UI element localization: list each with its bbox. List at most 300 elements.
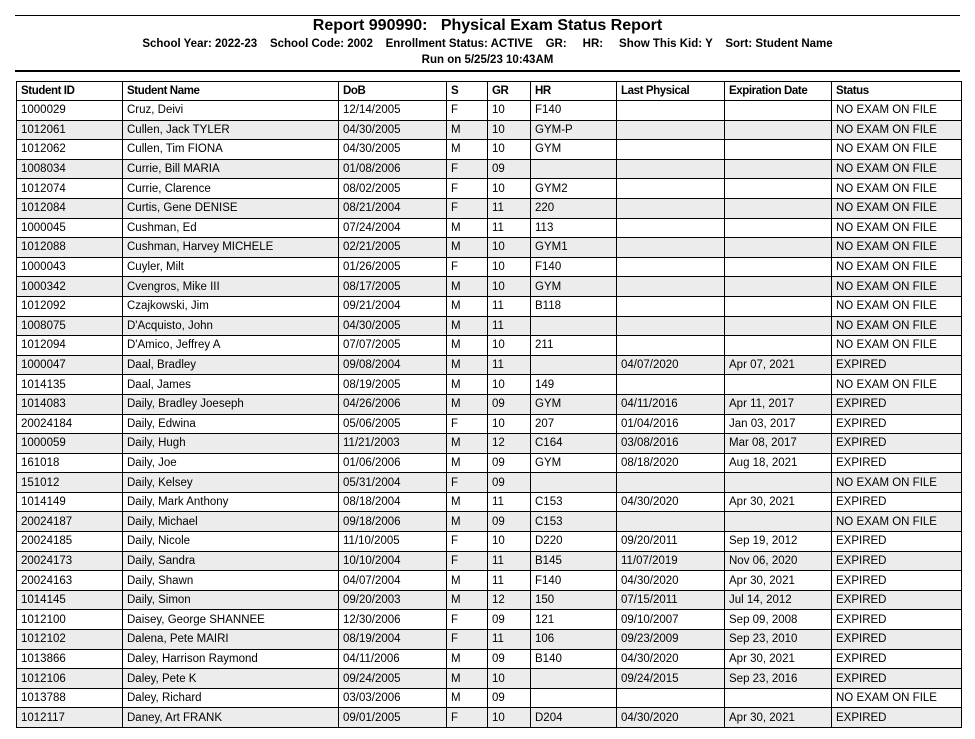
col-dob-cell: 08/19/2005 xyxy=(339,375,447,395)
col-homeroom-cell: D204 xyxy=(531,708,617,728)
col-status-cell: EXPIRED xyxy=(832,532,962,552)
col-last-physical-cell: 04/30/2020 xyxy=(617,649,725,669)
table-row xyxy=(17,414,962,434)
table-row xyxy=(17,688,962,708)
col-dob-cell: 04/26/2006 xyxy=(339,394,447,414)
top-rule xyxy=(15,15,960,16)
col-dob-cell: 12/30/2006 xyxy=(339,610,447,630)
col-status-header: Status xyxy=(832,82,962,101)
col-last-physical-cell xyxy=(617,336,725,356)
col-student-name-cell: Cuyler, Milt xyxy=(123,257,339,277)
col-status-cell: NO EXAM ON FILE xyxy=(832,140,962,160)
col-student-name-cell: Cushman, Harvey MICHELE xyxy=(123,238,339,258)
col-grade-cell: 10 xyxy=(488,257,531,277)
col-student-id-cell: 1000047 xyxy=(17,355,123,375)
table-row xyxy=(17,140,962,160)
col-expiration-date-cell xyxy=(725,257,832,277)
table-row xyxy=(17,512,962,532)
col-sex-cell: F xyxy=(447,708,488,728)
col-homeroom-cell: 207 xyxy=(531,414,617,434)
col-homeroom-cell: 113 xyxy=(531,218,617,238)
col-expiration-date-cell: Apr 30, 2021 xyxy=(725,571,832,591)
table-row xyxy=(17,179,962,199)
table-row xyxy=(17,610,962,630)
col-student-name-cell: Daily, Bradley Joeseph xyxy=(123,394,339,414)
table-row xyxy=(17,257,962,277)
col-homeroom-cell: 150 xyxy=(531,590,617,610)
col-status-cell: NO EXAM ON FILE xyxy=(832,238,962,258)
col-last-physical-cell xyxy=(617,257,725,277)
col-expiration-date-cell xyxy=(725,473,832,493)
col-student-id-cell: 1012100 xyxy=(17,610,123,630)
col-student-name-cell: Curtis, Gene DENISE xyxy=(123,198,339,218)
col-homeroom-cell: D220 xyxy=(531,532,617,552)
col-dob-cell: 01/26/2005 xyxy=(339,257,447,277)
col-sex-cell: M xyxy=(447,492,488,512)
col-student-id-cell: 1000043 xyxy=(17,257,123,277)
col-status-cell: NO EXAM ON FILE xyxy=(832,101,962,121)
col-status-cell: NO EXAM ON FILE xyxy=(832,277,962,297)
col-student-id-cell: 1012092 xyxy=(17,296,123,316)
col-dob-cell: 04/30/2005 xyxy=(339,140,447,160)
col-expiration-date-cell: Apr 30, 2021 xyxy=(725,649,832,669)
col-last-physical-cell: 09/10/2007 xyxy=(617,610,725,630)
col-student-name-cell: Daley, Harrison Raymond xyxy=(123,649,339,669)
col-expiration-date-cell: Apr 07, 2021 xyxy=(725,355,832,375)
col-expiration-date-cell xyxy=(725,159,832,179)
col-student-name-cell: Daily, Edwina xyxy=(123,414,339,434)
table-row xyxy=(17,375,962,395)
col-dob-cell: 09/24/2005 xyxy=(339,669,447,689)
header-row xyxy=(17,82,962,101)
col-expiration-date-cell: Apr 30, 2021 xyxy=(725,492,832,512)
col-expiration-date-cell xyxy=(725,375,832,395)
table-row xyxy=(17,101,962,121)
col-student-name-cell: Cushman, Ed xyxy=(123,218,339,238)
col-status-cell: EXPIRED xyxy=(832,355,962,375)
col-grade-cell: 09 xyxy=(488,453,531,473)
table-row xyxy=(17,590,962,610)
col-grade-cell: 10 xyxy=(488,375,531,395)
table-row xyxy=(17,198,962,218)
col-student-name-cell: Daily, Simon xyxy=(123,590,339,610)
col-grade-cell: 11 xyxy=(488,355,531,375)
col-dob-header: DoB xyxy=(339,82,447,101)
col-status-cell: EXPIRED xyxy=(832,571,962,591)
col-student-id-cell: 1012062 xyxy=(17,140,123,160)
col-grade-cell: 10 xyxy=(488,140,531,160)
col-homeroom-cell: B118 xyxy=(531,296,617,316)
col-expiration-date-cell xyxy=(725,198,832,218)
col-student-id-cell: 1000029 xyxy=(17,101,123,121)
col-status-cell: EXPIRED xyxy=(832,630,962,650)
col-last-physical-cell xyxy=(617,120,725,140)
col-homeroom-cell: 220 xyxy=(531,198,617,218)
col-expiration-date-cell xyxy=(725,179,832,199)
col-sex-cell: F xyxy=(447,473,488,493)
col-expiration-date-cell: Jan 03, 2017 xyxy=(725,414,832,434)
col-grade-cell: 11 xyxy=(488,492,531,512)
col-student-id-cell: 1014083 xyxy=(17,394,123,414)
table-row xyxy=(17,708,962,728)
col-last-physical-cell xyxy=(617,198,725,218)
col-status-cell: NO EXAM ON FILE xyxy=(832,316,962,336)
col-grade-header: GR xyxy=(488,82,531,101)
col-expiration-date-cell xyxy=(725,688,832,708)
col-sex-cell: M xyxy=(447,140,488,160)
col-sex-cell: M xyxy=(447,238,488,258)
col-student-id-cell: 1012061 xyxy=(17,120,123,140)
col-dob-cell: 11/21/2003 xyxy=(339,434,447,454)
col-sex-cell: F xyxy=(447,179,488,199)
table-row xyxy=(17,434,962,454)
col-grade-cell: 10 xyxy=(488,179,531,199)
table-row xyxy=(17,649,962,669)
col-expiration-date-cell xyxy=(725,218,832,238)
col-last-physical-cell: 07/15/2011 xyxy=(617,590,725,610)
col-student-name-cell: Daily, Hugh xyxy=(123,434,339,454)
col-expiration-date-cell xyxy=(725,120,832,140)
col-grade-cell: 11 xyxy=(488,630,531,650)
col-student-name-cell: Dalena, Pete MAIRI xyxy=(123,630,339,650)
col-student-id-cell: 161018 xyxy=(17,453,123,473)
col-homeroom-cell: 121 xyxy=(531,610,617,630)
col-last-physical-cell xyxy=(617,140,725,160)
col-last-physical-cell xyxy=(617,159,725,179)
col-grade-cell: 11 xyxy=(488,551,531,571)
col-grade-cell: 10 xyxy=(488,120,531,140)
col-expiration-date-header: Expiration Date xyxy=(725,82,832,101)
col-expiration-date-cell: Sep 09, 2008 xyxy=(725,610,832,630)
col-student-id-cell: 1000045 xyxy=(17,218,123,238)
col-expiration-date-cell xyxy=(725,101,832,121)
col-dob-cell: 04/30/2005 xyxy=(339,316,447,336)
col-expiration-date-cell: Jul 14, 2012 xyxy=(725,590,832,610)
col-expiration-date-cell xyxy=(725,277,832,297)
col-status-cell: NO EXAM ON FILE xyxy=(832,218,962,238)
col-status-cell: NO EXAM ON FILE xyxy=(832,375,962,395)
col-grade-cell: 11 xyxy=(488,571,531,591)
col-homeroom-cell: 149 xyxy=(531,375,617,395)
col-grade-cell: 11 xyxy=(488,296,531,316)
col-grade-cell: 10 xyxy=(488,669,531,689)
col-expiration-date-cell xyxy=(725,140,832,160)
table-row xyxy=(17,394,962,414)
col-dob-cell: 10/10/2004 xyxy=(339,551,447,571)
col-expiration-date-cell: Apr 11, 2017 xyxy=(725,394,832,414)
col-last-physical-cell xyxy=(617,238,725,258)
col-dob-cell: 04/07/2004 xyxy=(339,571,447,591)
table-row xyxy=(17,532,962,552)
col-status-cell: EXPIRED xyxy=(832,453,962,473)
col-student-id-cell: 20024187 xyxy=(17,512,123,532)
exam-status-table xyxy=(16,81,962,728)
col-grade-cell: 10 xyxy=(488,101,531,121)
table-row xyxy=(17,296,962,316)
table-row xyxy=(17,473,962,493)
report-parameters: School Year: 2022-23 School Code: 2002 Enrollment Status: ACTIVE GR: HR: Show This Kid: Y Sort: Student Name xyxy=(142,38,833,50)
col-grade-cell: 10 xyxy=(488,708,531,728)
col-grade-cell: 09 xyxy=(488,649,531,669)
col-student-name-cell: Daal, James xyxy=(123,375,339,395)
col-student-id-cell: 1008075 xyxy=(17,316,123,336)
col-student-name-cell: Currie, Clarence xyxy=(123,179,339,199)
col-sex-cell: M xyxy=(447,316,488,336)
col-student-id-cell: 151012 xyxy=(17,473,123,493)
col-dob-cell: 08/02/2005 xyxy=(339,179,447,199)
col-homeroom-cell: C164 xyxy=(531,434,617,454)
col-grade-cell: 09 xyxy=(488,610,531,630)
col-grade-cell: 11 xyxy=(488,198,531,218)
col-dob-cell: 07/07/2005 xyxy=(339,336,447,356)
col-student-name-cell: Daney, Art FRANK xyxy=(123,708,339,728)
col-status-cell: NO EXAM ON FILE xyxy=(832,257,962,277)
col-student-id-cell: 1014145 xyxy=(17,590,123,610)
col-status-cell: NO EXAM ON FILE xyxy=(832,473,962,493)
col-student-id-cell: 1013788 xyxy=(17,688,123,708)
col-student-id-cell: 20024163 xyxy=(17,571,123,591)
col-last-physical-cell xyxy=(617,179,725,199)
table-row xyxy=(17,453,962,473)
col-dob-cell: 09/08/2004 xyxy=(339,355,447,375)
col-homeroom-cell xyxy=(531,355,617,375)
col-homeroom-cell: F140 xyxy=(531,257,617,277)
col-last-physical-cell xyxy=(617,277,725,297)
col-expiration-date-cell: Mar 08, 2017 xyxy=(725,434,832,454)
col-student-name-cell: Daily, Kelsey xyxy=(123,473,339,493)
col-last-physical-cell: 09/20/2011 xyxy=(617,532,725,552)
col-status-cell: NO EXAM ON FILE xyxy=(832,120,962,140)
col-dob-cell: 04/30/2005 xyxy=(339,120,447,140)
col-dob-cell: 05/31/2004 xyxy=(339,473,447,493)
col-last-physical-cell: 11/07/2019 xyxy=(617,551,725,571)
col-expiration-date-cell: Sep 19, 2012 xyxy=(725,532,832,552)
col-sex-cell: M xyxy=(447,571,488,591)
col-grade-cell: 10 xyxy=(488,238,531,258)
col-last-physical-cell xyxy=(617,218,725,238)
col-homeroom-cell: B145 xyxy=(531,551,617,571)
col-dob-cell: 09/01/2005 xyxy=(339,708,447,728)
col-dob-cell: 11/10/2005 xyxy=(339,532,447,552)
col-status-cell: EXPIRED xyxy=(832,590,962,610)
col-status-cell: EXPIRED xyxy=(832,669,962,689)
col-last-physical-header: Last Physical xyxy=(617,82,725,101)
col-homeroom-cell xyxy=(531,159,617,179)
col-student-id-cell: 1014149 xyxy=(17,492,123,512)
col-last-physical-cell xyxy=(617,316,725,336)
table-row xyxy=(17,218,962,238)
col-grade-cell: 09 xyxy=(488,159,531,179)
col-dob-cell: 09/20/2003 xyxy=(339,590,447,610)
col-sex-cell: M xyxy=(447,512,488,532)
col-status-cell: NO EXAM ON FILE xyxy=(832,179,962,199)
col-dob-cell: 01/08/2006 xyxy=(339,159,447,179)
col-student-id-cell: 20024173 xyxy=(17,551,123,571)
col-sex-cell: M xyxy=(447,277,488,297)
col-status-cell: EXPIRED xyxy=(832,492,962,512)
col-homeroom-cell: B140 xyxy=(531,649,617,669)
col-dob-cell: 02/21/2005 xyxy=(339,238,447,258)
col-status-cell: EXPIRED xyxy=(832,649,962,669)
col-student-id-cell: 1012102 xyxy=(17,630,123,650)
col-student-name-header: Student Name xyxy=(123,82,339,101)
col-homeroom-cell: GYM xyxy=(531,140,617,160)
col-grade-cell: 10 xyxy=(488,414,531,434)
col-sex-cell: F xyxy=(447,630,488,650)
col-student-name-cell: Daily, Joe xyxy=(123,453,339,473)
col-dob-cell: 01/06/2006 xyxy=(339,453,447,473)
col-last-physical-cell xyxy=(617,375,725,395)
col-student-id-cell: 1000059 xyxy=(17,434,123,454)
col-homeroom-cell: GYM xyxy=(531,394,617,414)
col-last-physical-cell: 03/08/2016 xyxy=(617,434,725,454)
col-status-cell: NO EXAM ON FILE xyxy=(832,688,962,708)
col-sex-cell: F xyxy=(447,551,488,571)
col-dob-cell: 07/24/2004 xyxy=(339,218,447,238)
col-homeroom-cell: 106 xyxy=(531,630,617,650)
col-grade-cell: 12 xyxy=(488,434,531,454)
col-sex-cell: M xyxy=(447,355,488,375)
col-homeroom-cell: GYM xyxy=(531,453,617,473)
col-homeroom-cell xyxy=(531,669,617,689)
col-student-name-cell: Daily, Shawn xyxy=(123,571,339,591)
col-expiration-date-cell xyxy=(725,296,832,316)
table-row xyxy=(17,336,962,356)
col-grade-cell: 11 xyxy=(488,316,531,336)
table-row xyxy=(17,669,962,689)
table-body xyxy=(17,101,962,728)
col-student-id-cell: 1012106 xyxy=(17,669,123,689)
col-student-name-cell: Currie, Bill MARIA xyxy=(123,159,339,179)
table-row xyxy=(17,316,962,336)
col-last-physical-cell: 09/24/2015 xyxy=(617,669,725,689)
col-sex-cell: M xyxy=(447,669,488,689)
col-sex-header: S xyxy=(447,82,488,101)
col-student-id-cell: 20024184 xyxy=(17,414,123,434)
col-last-physical-cell: 01/04/2016 xyxy=(617,414,725,434)
col-homeroom-cell xyxy=(531,316,617,336)
col-student-name-cell: Daily, Michael xyxy=(123,512,339,532)
col-sex-cell: M xyxy=(447,375,488,395)
col-dob-cell: 09/18/2006 xyxy=(339,512,447,532)
col-sex-cell: F xyxy=(447,610,488,630)
col-student-name-cell: Daley, Pete K xyxy=(123,669,339,689)
col-status-cell: NO EXAM ON FILE xyxy=(832,296,962,316)
col-student-id-cell: 1008034 xyxy=(17,159,123,179)
col-last-physical-cell xyxy=(617,688,725,708)
col-student-name-cell: Cruz, Deivi xyxy=(123,101,339,121)
col-grade-cell: 12 xyxy=(488,590,531,610)
table-row xyxy=(17,159,962,179)
col-dob-cell: 08/17/2005 xyxy=(339,277,447,297)
col-dob-cell: 04/11/2006 xyxy=(339,649,447,669)
col-sex-cell: M xyxy=(447,120,488,140)
col-dob-cell: 05/06/2005 xyxy=(339,414,447,434)
col-expiration-date-cell xyxy=(725,238,832,258)
col-student-name-cell: D'Acquisto, John xyxy=(123,316,339,336)
col-sex-cell: M xyxy=(447,453,488,473)
col-student-name-cell: Daal, Bradley xyxy=(123,355,339,375)
col-last-physical-cell: 09/23/2009 xyxy=(617,630,725,650)
col-student-name-cell: Cullen, Jack TYLER xyxy=(123,120,339,140)
col-sex-cell: F xyxy=(447,101,488,121)
col-sex-cell: F xyxy=(447,198,488,218)
col-student-name-cell: D'Amico, Jeffrey A xyxy=(123,336,339,356)
col-homeroom-cell xyxy=(531,473,617,493)
col-expiration-date-cell: Sep 23, 2016 xyxy=(725,669,832,689)
table-row xyxy=(17,492,962,512)
col-sex-cell: F xyxy=(447,414,488,434)
table-row xyxy=(17,355,962,375)
col-last-physical-cell: 04/30/2020 xyxy=(617,708,725,728)
col-expiration-date-cell: Sep 23, 2010 xyxy=(725,630,832,650)
header-rule xyxy=(15,70,960,72)
col-student-id-cell: 1012084 xyxy=(17,198,123,218)
col-student-name-cell: Cvengros, Mike III xyxy=(123,277,339,297)
col-student-id-cell: 1012074 xyxy=(17,179,123,199)
col-grade-cell: 09 xyxy=(488,688,531,708)
col-status-cell: NO EXAM ON FILE xyxy=(832,198,962,218)
col-status-cell: EXPIRED xyxy=(832,394,962,414)
table-row xyxy=(17,120,962,140)
col-dob-cell: 08/18/2004 xyxy=(339,492,447,512)
col-status-cell: EXPIRED xyxy=(832,434,962,454)
col-status-cell: NO EXAM ON FILE xyxy=(832,159,962,179)
col-sex-cell: M xyxy=(447,336,488,356)
col-student-id-cell: 1013866 xyxy=(17,649,123,669)
col-sex-cell: M xyxy=(447,649,488,669)
run-timestamp: Run on 5/25/23 10:43AM xyxy=(421,54,554,66)
col-student-name-cell: Daily, Nicole xyxy=(123,532,339,552)
col-homeroom-cell: C153 xyxy=(531,492,617,512)
col-student-id-cell: 1000342 xyxy=(17,277,123,297)
col-sex-cell: F xyxy=(447,257,488,277)
col-sex-cell: M xyxy=(447,688,488,708)
col-expiration-date-cell xyxy=(725,512,832,532)
col-dob-cell: 03/03/2006 xyxy=(339,688,447,708)
col-last-physical-cell: 04/30/2020 xyxy=(617,571,725,591)
table-row xyxy=(17,630,962,650)
col-homeroom-cell: F140 xyxy=(531,571,617,591)
col-sex-cell: F xyxy=(447,159,488,179)
col-homeroom-cell: GYM2 xyxy=(531,179,617,199)
col-dob-cell: 08/19/2004 xyxy=(339,630,447,650)
col-dob-cell: 12/14/2005 xyxy=(339,101,447,121)
col-grade-cell: 09 xyxy=(488,394,531,414)
table-row xyxy=(17,238,962,258)
col-sex-cell: M xyxy=(447,394,488,414)
col-student-name-cell: Daily, Mark Anthony xyxy=(123,492,339,512)
col-expiration-date-cell xyxy=(725,336,832,356)
col-expiration-date-cell xyxy=(725,316,832,336)
col-last-physical-cell: 04/11/2016 xyxy=(617,394,725,414)
col-sex-cell: M xyxy=(447,218,488,238)
col-homeroom-cell: GYM-P xyxy=(531,120,617,140)
col-last-physical-cell xyxy=(617,101,725,121)
col-student-id-cell: 1012117 xyxy=(17,708,123,728)
col-expiration-date-cell: Nov 06, 2020 xyxy=(725,551,832,571)
col-student-id-cell: 1012088 xyxy=(17,238,123,258)
col-status-cell: EXPIRED xyxy=(832,610,962,630)
col-homeroom-cell xyxy=(531,688,617,708)
table-row xyxy=(17,571,962,591)
col-homeroom-cell: GYM1 xyxy=(531,238,617,258)
col-expiration-date-cell: Aug 18, 2021 xyxy=(725,453,832,473)
col-status-cell: EXPIRED xyxy=(832,708,962,728)
report-title: Report 990990: Physical Exam Status Report xyxy=(312,17,663,34)
col-sex-cell: F xyxy=(447,532,488,552)
col-status-cell: NO EXAM ON FILE xyxy=(832,512,962,532)
